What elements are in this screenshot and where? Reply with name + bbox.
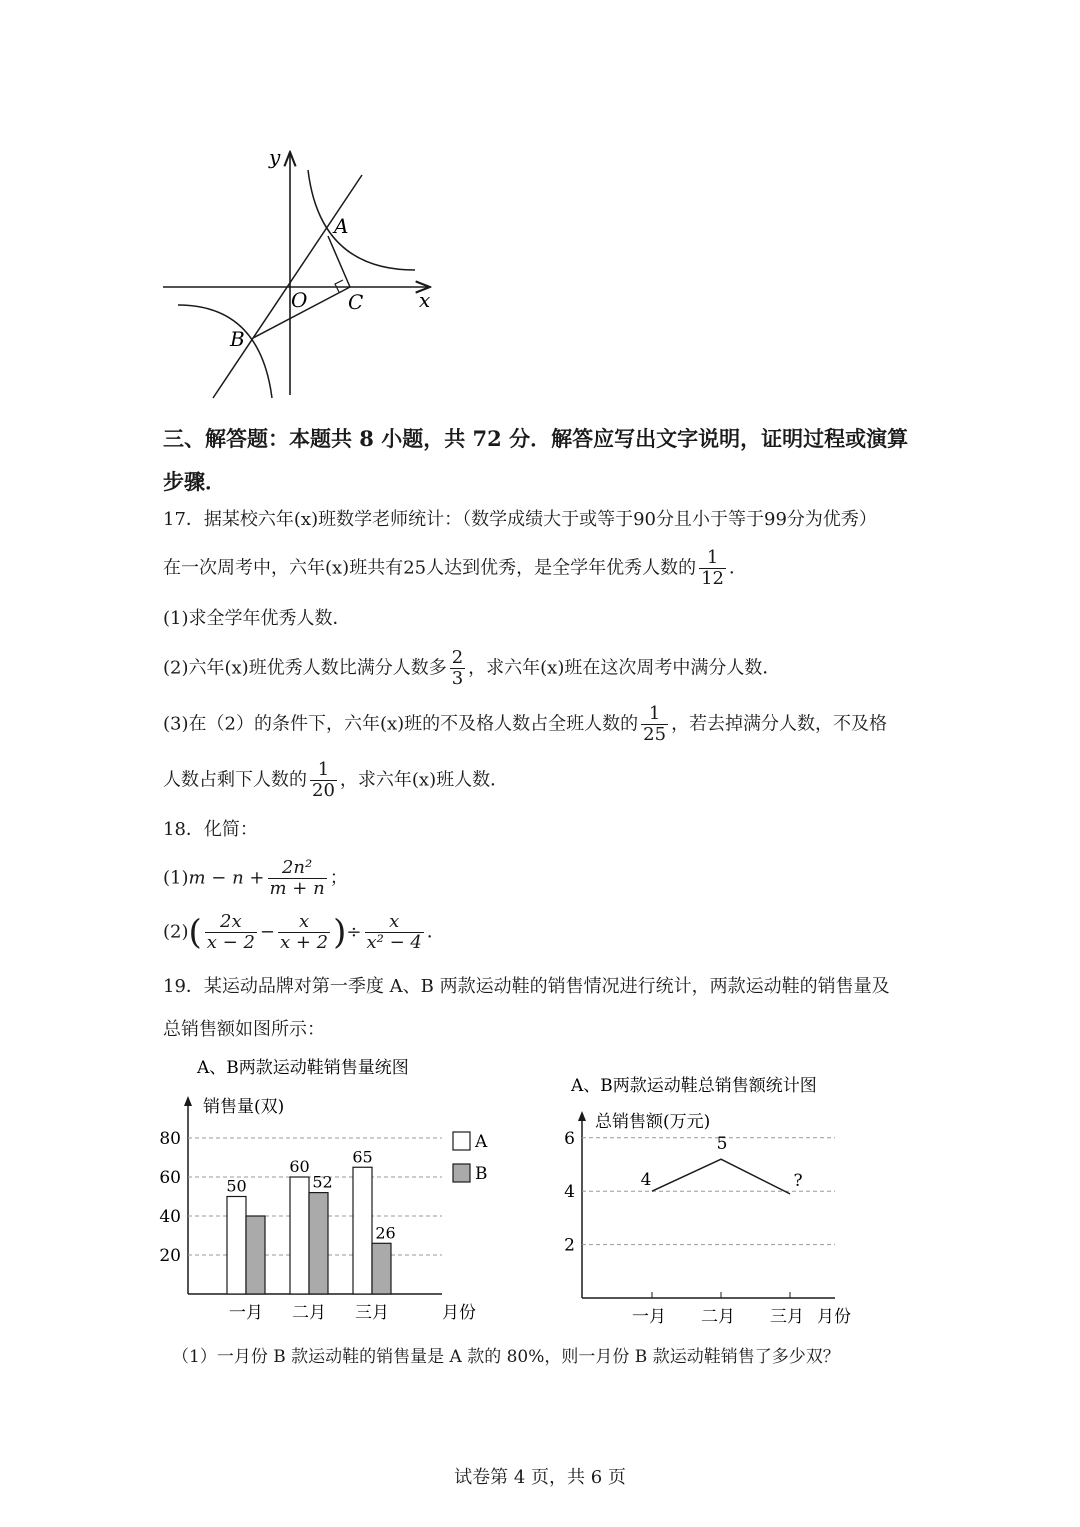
line-chart-ylabel: 总销售额(万元)	[595, 1112, 711, 1132]
frac-num: 1	[699, 548, 726, 569]
label-C: C	[348, 290, 364, 314]
frac-den: 3	[451, 668, 464, 689]
bar-chart-title: A、B两款运动鞋销售量统图	[197, 1058, 409, 1078]
line-y-axis-arrow	[578, 1111, 586, 1121]
bar-A-三月	[353, 1167, 372, 1294]
q17-part1: (1)求全学年优秀人数．	[163, 608, 351, 629]
bar-data-label: 65	[352, 1147, 373, 1167]
divide-sign: ÷	[346, 921, 362, 943]
frac-num: 2	[451, 647, 464, 668]
line-data-label: 4	[640, 1170, 652, 1191]
bar-data-label: 26	[375, 1223, 396, 1243]
bar-ytick-label: 60	[159, 1168, 181, 1188]
line-data-label: ?	[793, 1170, 803, 1191]
fraction-1-12	[699, 548, 726, 589]
line-series	[652, 1159, 790, 1194]
bar-xtick-label: 三月	[355, 1303, 389, 1323]
bar-A-二月	[290, 1177, 309, 1294]
frac-num: x	[278, 912, 330, 933]
frac-den: x² − 4	[366, 932, 422, 953]
q18-expr1	[163, 858, 348, 899]
frac-den: 20	[312, 780, 335, 801]
frac-den: 12	[701, 568, 725, 589]
q18-e2-end: ．	[426, 921, 445, 943]
q17-part2-text-end: ，求六年(x)班在这次周考中满分人数．	[468, 657, 781, 679]
bar-data-label: 60	[289, 1157, 310, 1176]
bar-chart-sales-volume	[150, 1050, 510, 1340]
section-heading: 三、解答题：本题共 8 小题，共 72 分．解答应写出文字说明，证明过程或演算	[163, 426, 909, 451]
line-data-label: 5	[716, 1134, 728, 1155]
q18-e1-expr: m − n +	[188, 867, 265, 889]
left-paren: (	[188, 912, 202, 953]
q17-line2	[163, 548, 747, 589]
legend-swatch-A	[453, 1132, 470, 1150]
q18-title: 18．化简：	[163, 819, 258, 840]
hyperbola-branch-2	[178, 305, 272, 398]
q17-line1: 17．据某校六年(x)班数学老师统计：（数学成绩大于或等于90分且小于等于99分为优秀）	[163, 509, 877, 530]
legend-label-B: B	[475, 1164, 488, 1184]
fraction-x-x-plus-2	[278, 912, 330, 953]
frac-num: 2n²	[268, 858, 327, 879]
bar-y-axis-arrow	[184, 1096, 192, 1106]
section-heading-cont: 步骤．	[163, 469, 226, 494]
line-ytick-label: 6	[564, 1128, 575, 1149]
right-angle-mark	[335, 280, 343, 292]
hyperbola-branch-1	[308, 170, 415, 270]
q18-e1-end: ；	[329, 867, 348, 889]
label-x: x	[419, 288, 431, 312]
fraction-x-x2-4	[365, 912, 424, 953]
frac-num: 2x	[205, 912, 257, 933]
q17-part3-text-end: ，若去掉满分人数，不及格	[671, 713, 888, 735]
line-chart-total-sales	[555, 1065, 875, 1340]
fraction-2-3	[450, 648, 465, 689]
bar-B-三月	[372, 1243, 391, 1294]
label-y: y	[269, 145, 281, 169]
line-ytick-label: 4	[564, 1182, 575, 1203]
q17-line2-text: 在一次周考中，六年(x)班共有25人达到优秀，是全学年优秀人数的	[163, 557, 697, 579]
label-O: O	[291, 288, 308, 312]
frac-den: x − 2	[206, 932, 255, 953]
q17-part3	[163, 704, 887, 745]
legend-label-A: A	[475, 1132, 488, 1152]
line-xtick-label: 三月	[770, 1307, 804, 1327]
line-ytick-label: 2	[564, 1235, 575, 1256]
frac-num: 1	[641, 704, 668, 725]
q17-part3-cont-text: 人数占剩下人数的	[163, 769, 307, 791]
q17-line2-end: ．	[729, 557, 748, 579]
right-paren: )	[333, 912, 347, 953]
frac-num: x	[365, 912, 424, 933]
q18-expr2	[163, 912, 445, 953]
frac-den: 25	[643, 724, 667, 745]
q17-part3-text: (3)在（2）的条件下，六年(x)班的不及格人数占全班人数的	[163, 713, 639, 735]
frac-den: x + 2	[280, 932, 329, 953]
line-chart-title: A、B两款运动鞋总销售额统计图	[571, 1076, 817, 1096]
q19-sub1: （1）一月份 B 款运动鞋的销售量是 A 款的 80%，则一月份 B 款运动鞋销售了多少双？	[172, 1347, 840, 1367]
label-A: A	[334, 214, 349, 238]
q19-line1: 19．某运动品牌对第一季度 A、B 两款运动鞋的销售情况进行统计，两款运动鞋的销售量及	[163, 976, 890, 997]
coordinate-graph	[150, 140, 450, 410]
q17-part2	[163, 648, 780, 689]
q17-part3-cont-end: ，求六年(x)班人数．	[339, 769, 509, 791]
q18-e1-prefix: (1)	[163, 867, 189, 889]
frac-den: m + n	[269, 878, 325, 899]
q17-part3-cont	[163, 760, 508, 801]
bar-ytick-label: 80	[159, 1129, 181, 1149]
bar-xtick-label: 二月	[292, 1303, 326, 1323]
bar-ytick-label: 20	[159, 1246, 181, 1266]
bar-A-一月	[227, 1197, 246, 1295]
bar-data-label: 50	[226, 1176, 247, 1196]
q18-e2-prefix: (2)	[163, 921, 189, 943]
line-xtick-label: 一月	[632, 1307, 666, 1327]
legend-swatch-B	[453, 1164, 470, 1182]
bar-B-一月	[246, 1216, 265, 1294]
fraction-1-20	[310, 760, 337, 801]
bar-chart-ylabel: 销售量(双)	[203, 1097, 285, 1117]
bar-B-二月	[309, 1193, 328, 1294]
page-footer: 试卷第 4 页，共 6 页	[454, 1467, 626, 1488]
line-xtick-label: 二月	[701, 1307, 735, 1327]
bar-chart-xlabel: 月份	[442, 1303, 476, 1323]
line-chart-xlabel: 月份	[817, 1307, 851, 1327]
bar-data-label: 52	[312, 1172, 333, 1192]
fraction-1-25	[641, 704, 668, 745]
label-B: B	[230, 327, 245, 351]
q19-line2: 总销售额如图所示：	[163, 1019, 325, 1040]
minus-sign: −	[259, 921, 275, 943]
bar-ytick-label: 40	[159, 1207, 181, 1227]
fraction-2x-x-2	[205, 912, 257, 953]
bar-xtick-label: 一月	[229, 1303, 263, 1323]
q17-part2-text: (2)六年(x)班优秀人数比满分人数多	[163, 657, 447, 679]
fraction-2n2-m-plus-n	[268, 858, 327, 899]
frac-num: 1	[310, 760, 337, 781]
